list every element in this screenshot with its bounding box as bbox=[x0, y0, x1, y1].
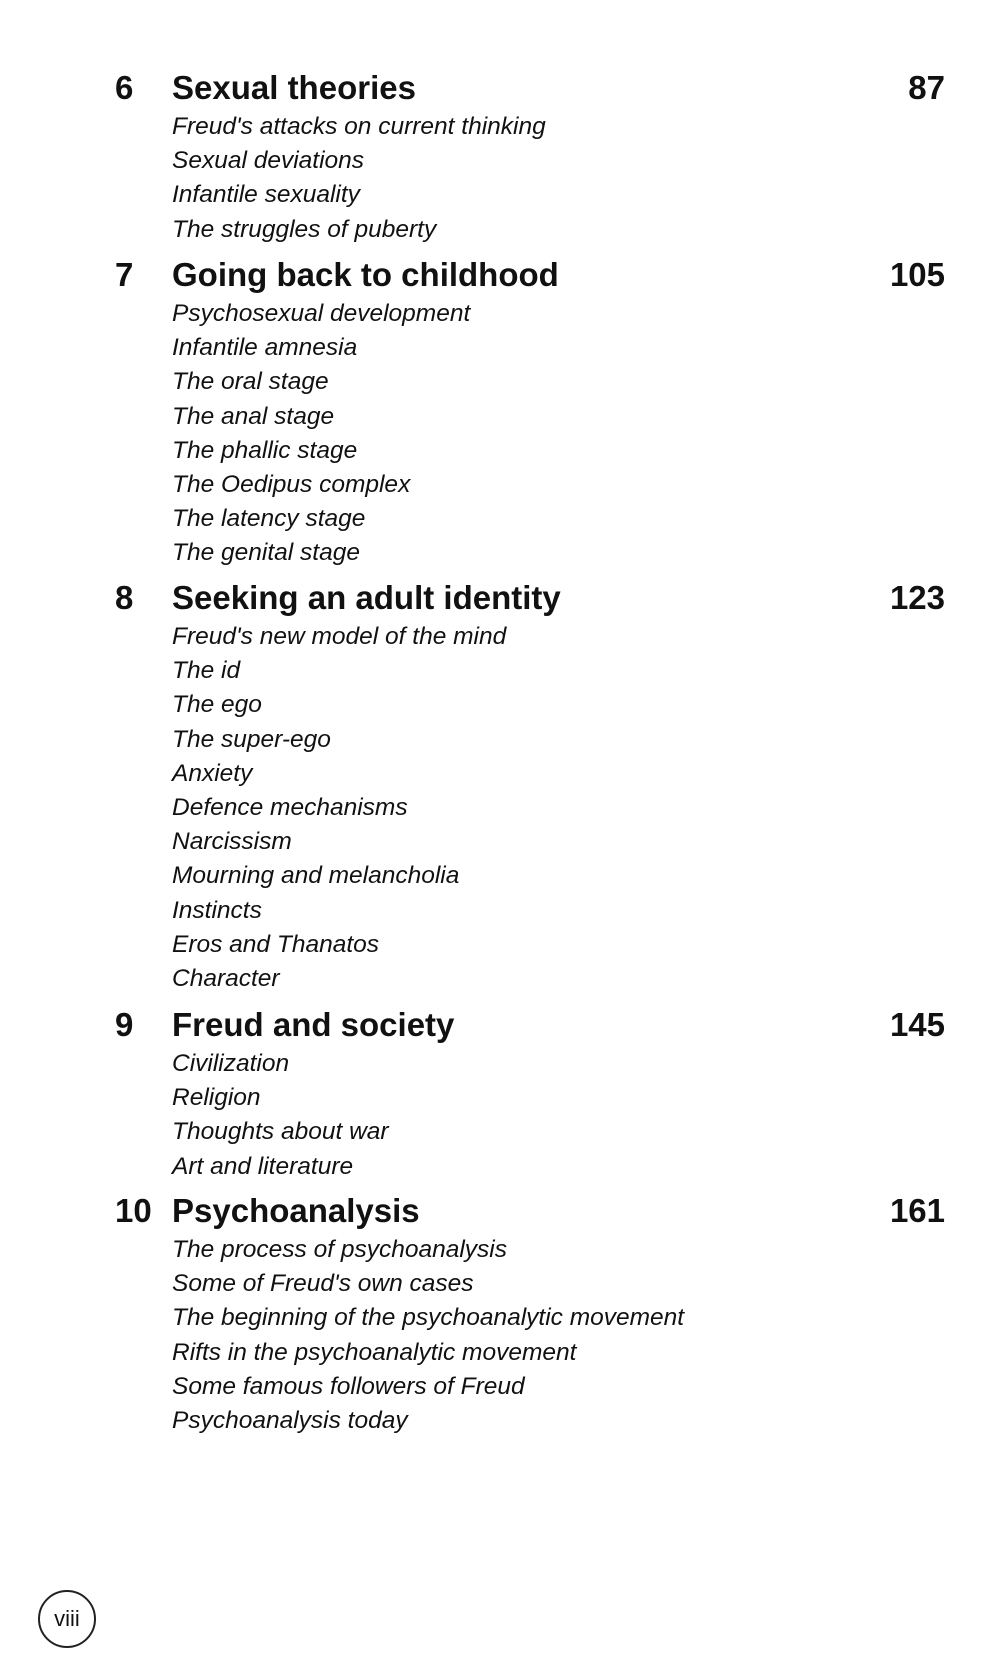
section-item: Freud's new model of the mind bbox=[172, 623, 507, 650]
section-item: The struggles of puberty bbox=[172, 215, 437, 243]
chapter-heading bbox=[0, 576, 1000, 620]
chapter-number: 7 bbox=[115, 256, 134, 293]
section-item: The Oedipus complex bbox=[172, 471, 411, 499]
section-item: Psychoanalysis today bbox=[172, 1407, 408, 1435]
section-item: Civilization bbox=[172, 1050, 290, 1077]
section-item: Freud's attacks on current thinking bbox=[172, 113, 546, 140]
section-item: The ego bbox=[172, 691, 262, 719]
chapter-6 bbox=[0, 66, 1000, 247]
chapter-7 bbox=[0, 253, 1000, 571]
chapter-page-number: 87 bbox=[908, 69, 945, 106]
chapter-number: 8 bbox=[115, 579, 134, 616]
section-item: Infantile sexuality bbox=[172, 181, 360, 209]
chapter-heading bbox=[0, 66, 1000, 110]
section-item: Instincts bbox=[172, 896, 262, 924]
chapter-number: 10 bbox=[115, 1192, 152, 1229]
section-item: Psychosexual development bbox=[172, 300, 471, 327]
folio-label: viii bbox=[54, 1606, 80, 1631]
section-list bbox=[0, 110, 1000, 247]
chapter-10 bbox=[0, 1189, 1000, 1438]
section-item: Some of Freud's own cases bbox=[172, 1270, 474, 1298]
chapter-heading bbox=[0, 253, 1000, 297]
section-item: The beginning of the psychoanalytic movement bbox=[172, 1304, 685, 1332]
section-item: Religion bbox=[172, 1084, 261, 1112]
section-item: Eros and Thanatos bbox=[172, 930, 380, 958]
chapter-page-number: 161 bbox=[889, 1192, 945, 1229]
section-list bbox=[0, 1233, 1000, 1438]
section-item: Rifts in the psychoanalytic movement bbox=[172, 1338, 577, 1366]
section-item: Defence mechanisms bbox=[172, 794, 408, 822]
section-item: The super-ego bbox=[172, 725, 331, 753]
chapter-title: Going back to childhood bbox=[172, 256, 559, 293]
section-item: The latency stage bbox=[172, 505, 366, 533]
chapter-title: Freud and society bbox=[172, 1006, 455, 1043]
chapter-page-number: 105 bbox=[889, 256, 945, 293]
section-item: Narcissism bbox=[172, 828, 292, 856]
chapter-title: Psychoanalysis bbox=[172, 1192, 420, 1229]
chapter-8 bbox=[0, 576, 1000, 996]
section-item: The oral stage bbox=[172, 368, 329, 396]
section-item: Character bbox=[172, 965, 280, 993]
section-item: Some famous followers of Freud bbox=[172, 1372, 525, 1400]
section-item: The anal stage bbox=[172, 402, 335, 430]
chapter-title: Sexual theories bbox=[172, 69, 416, 106]
section-list bbox=[0, 620, 1000, 996]
chapter-number: 9 bbox=[115, 1006, 134, 1043]
section-item: Infantile amnesia bbox=[172, 334, 358, 362]
chapter-heading bbox=[0, 1189, 1000, 1233]
section-list bbox=[0, 297, 1000, 571]
chapter-number: 6 bbox=[115, 69, 134, 106]
section-item: The process of psychoanalysis bbox=[172, 1236, 507, 1263]
page-number-folio bbox=[38, 1590, 96, 1648]
section-item: Art and literature bbox=[172, 1152, 354, 1180]
chapter-page-number: 123 bbox=[889, 579, 945, 616]
chapter-9 bbox=[0, 1003, 1000, 1184]
section-list bbox=[0, 1047, 1000, 1184]
section-item: Anxiety bbox=[172, 759, 253, 787]
section-item: The phallic stage bbox=[172, 436, 358, 464]
chapter-heading bbox=[0, 1003, 1000, 1047]
section-item: The genital stage bbox=[172, 539, 360, 567]
section-item: The id bbox=[172, 657, 241, 685]
chapter-title: Seeking an adult identity bbox=[172, 579, 561, 616]
section-item: Mourning and melancholia bbox=[172, 862, 460, 890]
section-item: Thoughts about war bbox=[172, 1118, 389, 1146]
section-item: Sexual deviations bbox=[172, 147, 365, 175]
chapter-page-number: 145 bbox=[889, 1006, 945, 1043]
